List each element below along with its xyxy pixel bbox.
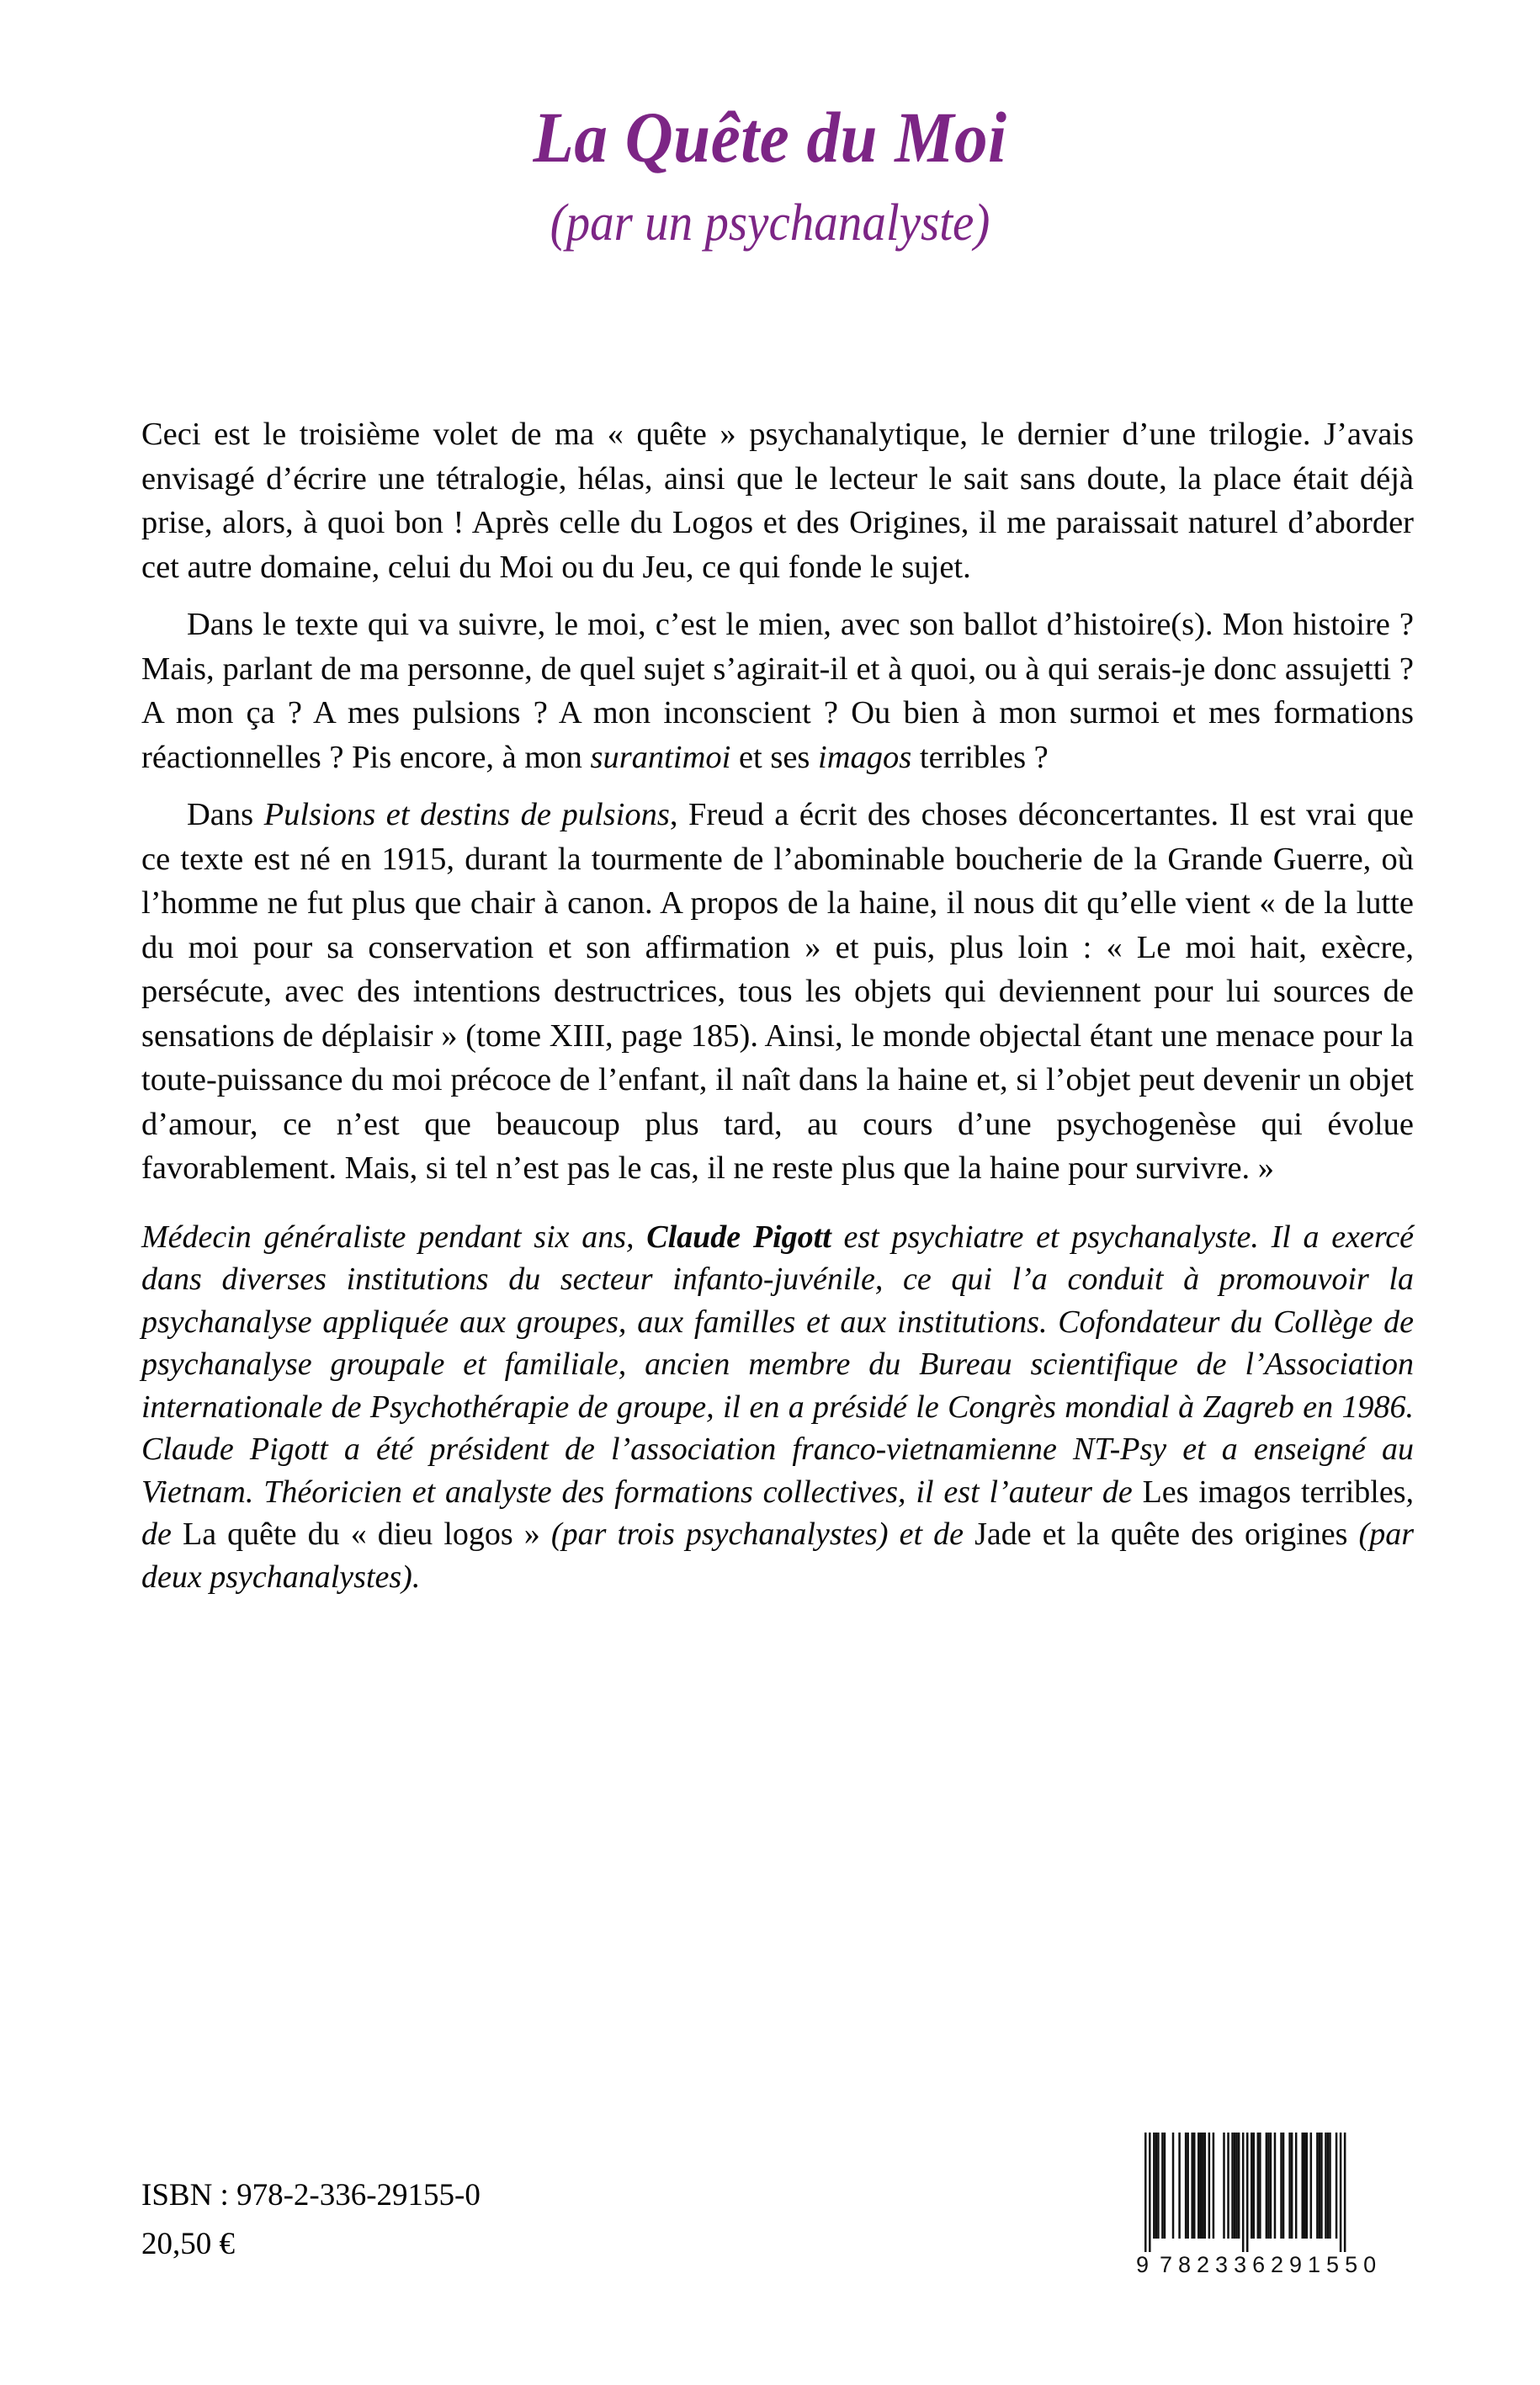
bio-text-d: et de xyxy=(888,1517,975,1552)
back-cover-text xyxy=(141,412,1414,1598)
paragraph-1: Ceci est le troisième volet de ma « quête » psychanalytique, le dernier d’une trilogie. J’avais envisagé d’écrire une tétralogie, hélas, ainsi que le lecteur le sait sans doute, la place était déjà prise, alors, à quoi bon ! Après celle du Logos et des Origines, il me paraissait naturel d’aborder cet autre domaine, celui du Moi ou du Jeu, ce qui fonde le sujet. xyxy=(141,417,1414,585)
isbn-price-block xyxy=(141,2171,481,2269)
author-name: Claude Pigott xyxy=(646,1219,831,1255)
isbn-text: ISBN : 978-2-336-29155-0 xyxy=(141,2178,481,2212)
bio-text-e: . xyxy=(412,1559,421,1595)
bio-text-a: Médecin généraliste pendant six ans, xyxy=(141,1219,647,1255)
bio-text-c: , de xyxy=(141,1474,1415,1552)
barcode-image xyxy=(1113,2127,1399,2277)
work-subtitle-deux-psychanalystes: (par deux psychanalystes) xyxy=(141,1517,1414,1595)
barcode-digits-group-2: 291550 xyxy=(1271,2252,1383,2277)
barcode-digits-group-1: 782336 xyxy=(1160,2252,1272,2277)
work-title-imagos-terribles: Les imagos terribles xyxy=(1142,1474,1406,1510)
paragraph-2-text-c: terribles ? xyxy=(911,739,1049,775)
work-title-jade: Jade et la quête des origines xyxy=(974,1517,1348,1552)
work-title-pulsions: Pulsions et destins de pulsions xyxy=(263,797,670,832)
term-surantimoi: surantimoi xyxy=(590,739,731,775)
paragraph-3-text-b: , Freud a écrit des choses déconcertantes. Il est vrai que ce texte est né en 1915, durant la tourmente de l’abominable boucherie de la Grande Guerre, où l’homme ne fut plus que chair à canon. A propos de la haine, il nous dit qu’elle vient « de la lutte du moi pour sa conservation et son affirmation » et puis, plus loin : « Le moi hait, exècre, persécute, avec des intentions destructrices, tous les objets qui deviennent pour lui sources de sensations de déplaisir » (tome XIII, page 185). Ainsi, le monde objectal étant une menace pour la toute-puissance du moi précoce de l’enfant, il naît dans la haine et, si l’objet peut devenir un objet d’amour, ce n’est que beaucoup plus tard, au cours d’une psychogenèse qui évolue favorablement. Mais, si tel n’est pas le cas, il ne reste plus que la haine pour survivre. » xyxy=(141,797,1415,1186)
barcode-digit-left: 9 xyxy=(1136,2252,1150,2277)
title-block xyxy=(0,99,1540,252)
barcode xyxy=(1113,2127,1399,2277)
paragraph-3 xyxy=(141,793,1414,1191)
author-biography xyxy=(141,1216,1414,1599)
paragraph-2-text-a: Dans le texte qui va suivre, le moi, c’est le mien, avec son ballot d’histoire(s). Mon histoire ? Mais, parlant de ma personne, de quel sujet s’agirait-il et à quoi, ou à qui serais-je donc assujetti ? A mon ça ? A mes pulsions ? A mon inconscient ? Ou bien à mon surmoi et mes formations réactionnelles ? Pis encore, à mon xyxy=(141,607,1414,775)
price-text: 20,50 € xyxy=(141,2227,235,2261)
book-subtitle: (par un psychanalyste) xyxy=(550,194,990,252)
book-title: La Quête du Moi xyxy=(533,97,1007,178)
term-imagos: imagos xyxy=(818,739,912,775)
paragraph-2 xyxy=(141,603,1414,779)
work-title-dieu-logos: La quête du « dieu logos » xyxy=(182,1517,540,1552)
paragraph-3-text-a: Dans xyxy=(187,797,264,832)
paragraph-2-text-b: et ses xyxy=(730,739,819,775)
bio-text-b: est psychiatre et psychanalyste. Il a exercé dans diverses institutions du secteur infanto-juvénile, ce qui l’a conduit à promouvoir la psychanalyse appliquée aux groupes, aux familles et aux institutions. Cofondateur du Collège de psychanalyse groupale et familiale, ancien membre du Bureau scientifique de l’Association internationale de Psychothérapie de groupe, il en a présidé le Congrès mondial à Zagreb en 1986. Claude Pigott a été président de l’association franco-vietnamienne NT-Psy et a enseigné au Vietnam. Théoricien et analyste des formations collectives, il est l’auteur de xyxy=(141,1219,1414,1510)
work-subtitle-trois-psychanalystes: (par trois psychanalystes) xyxy=(539,1517,889,1552)
